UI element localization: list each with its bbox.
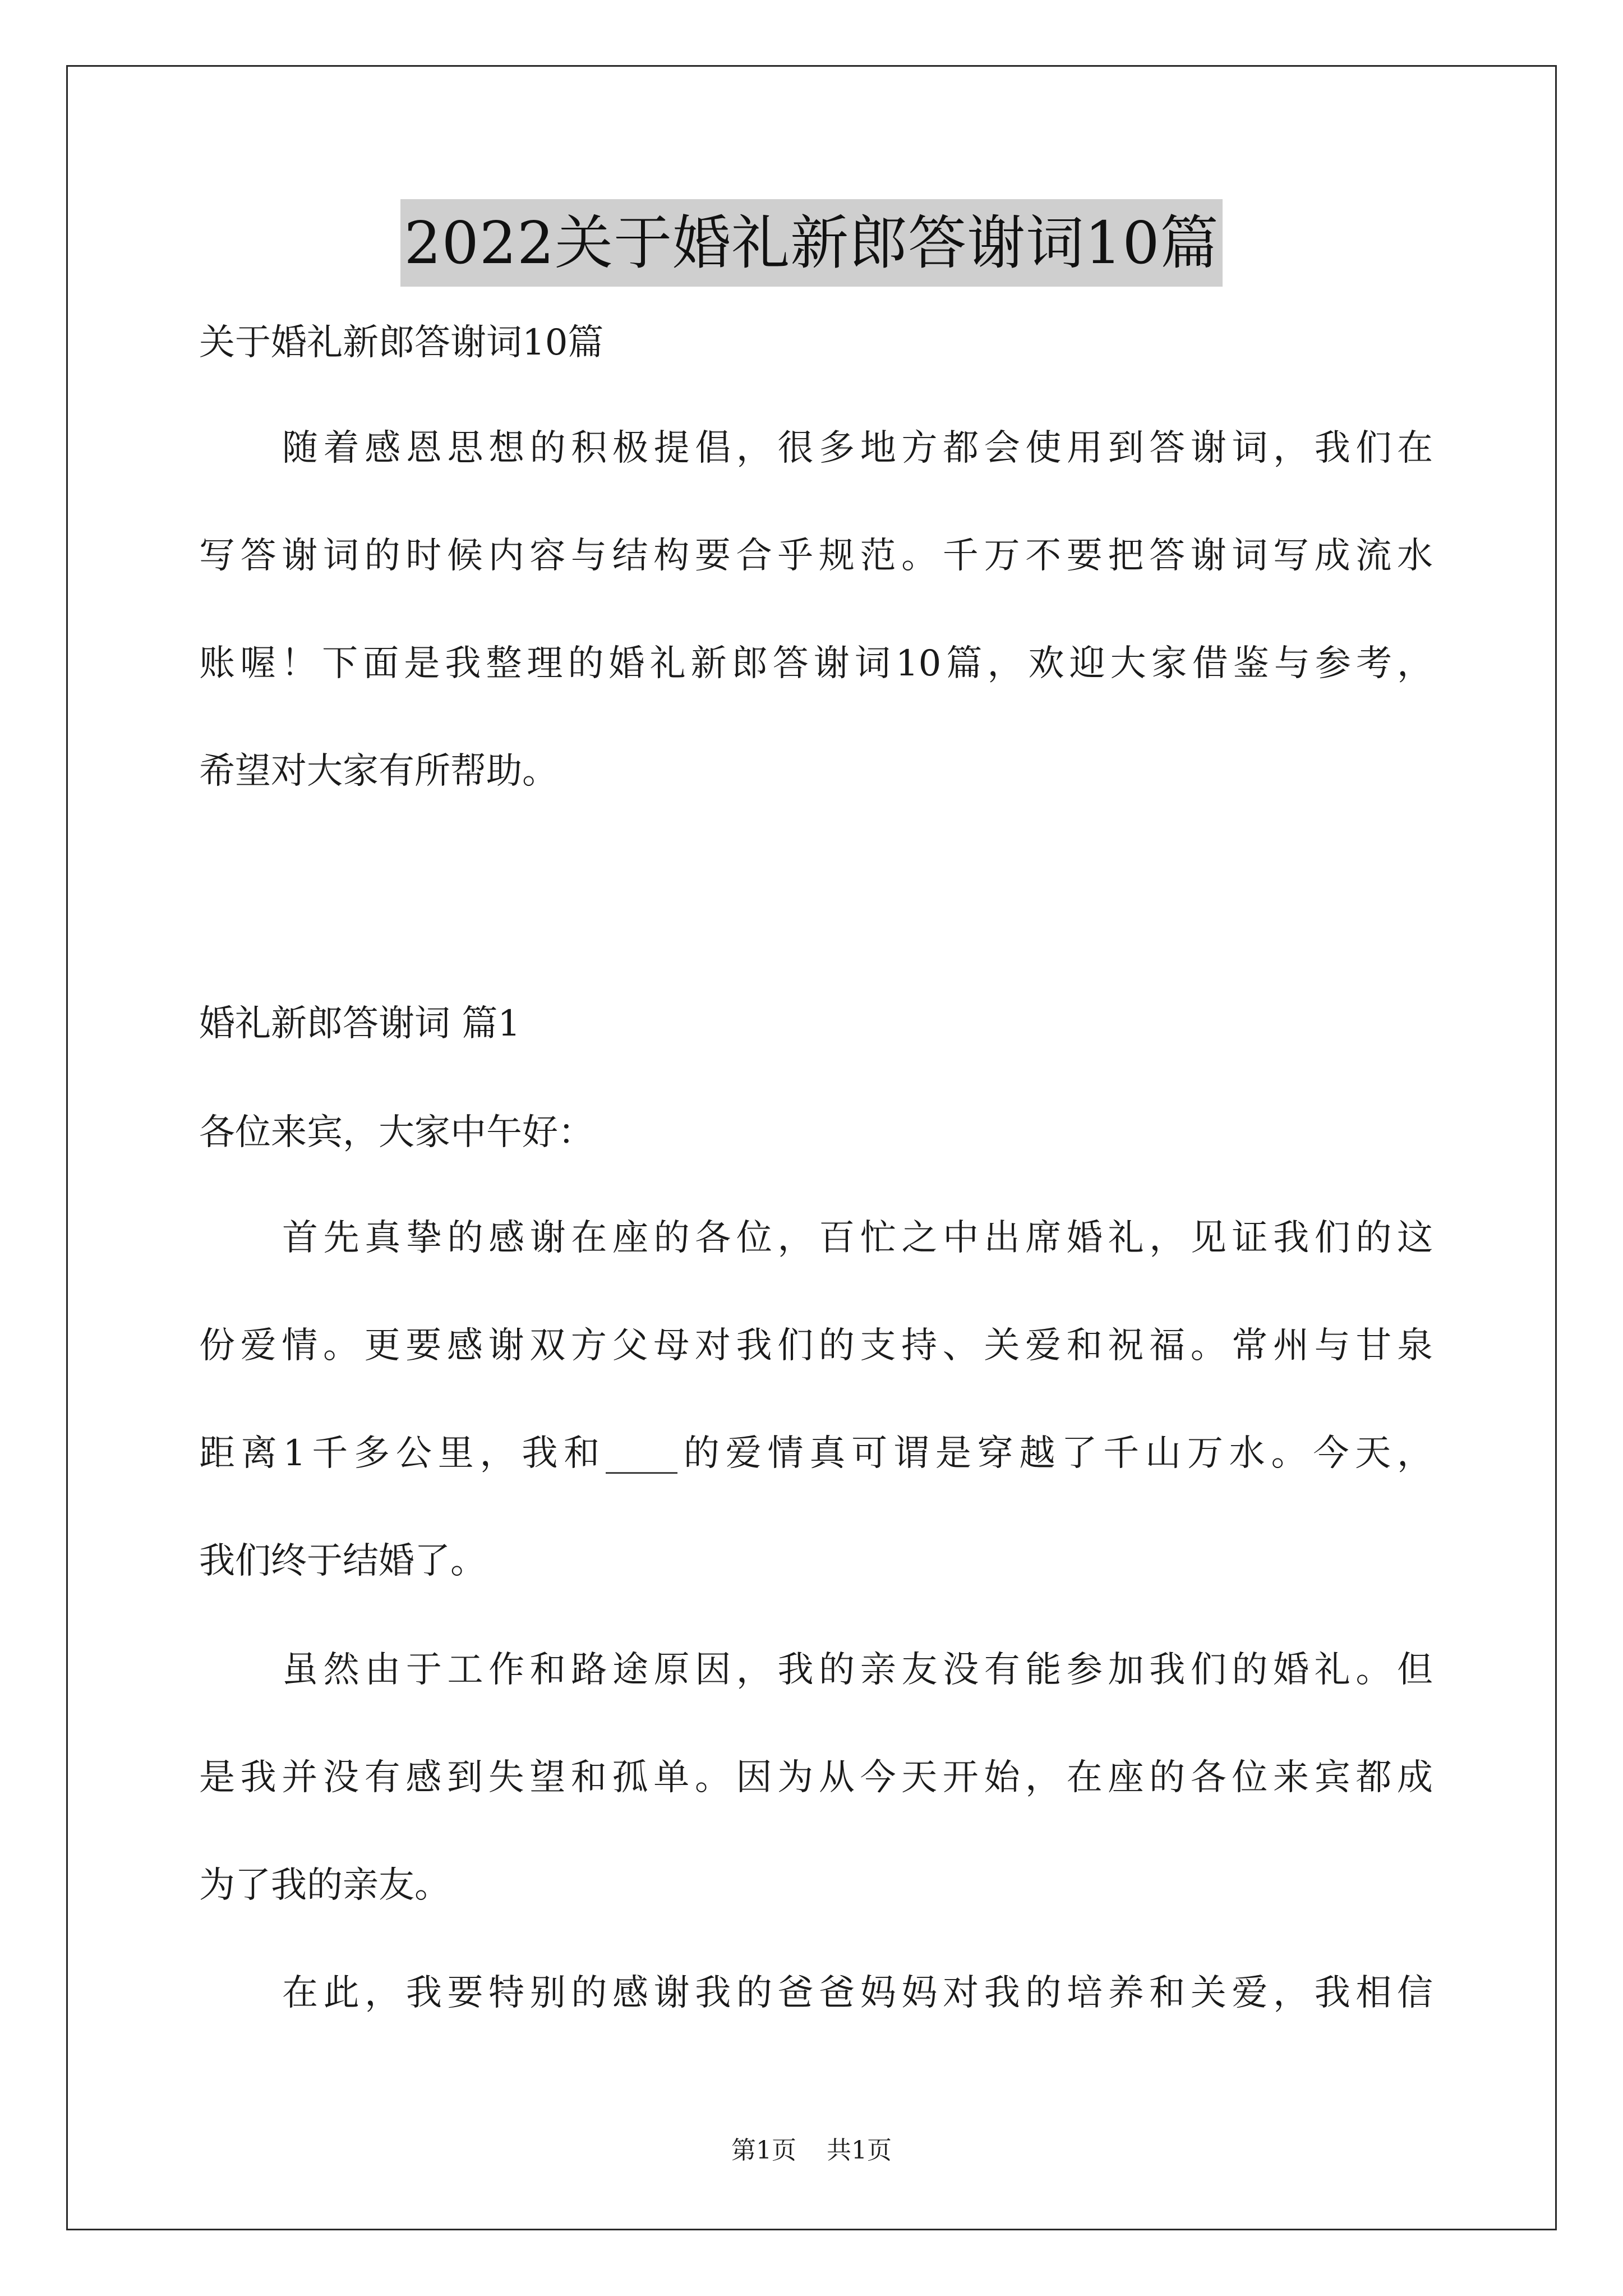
- paragraph-line: 虽然由于工作和路途原因，我的亲友没有能参加我们的婚礼。但: [282, 1649, 1433, 1691]
- paragraph-line: 距离1千多公里，我和____的爱情真可谓是穿越了千山万水。今天，: [199, 1433, 1433, 1474]
- intro-line: 希望对大家有所帮助。: [199, 751, 558, 792]
- title-container: [0, 199, 1623, 287]
- page-total: 共1页: [827, 2136, 892, 2165]
- document-subtitle: 关于婚礼新郎答谢词10篇: [199, 322, 604, 364]
- intro-line: 账喔！下面是我整理的婚礼新郎答谢词10篇，欢迎大家借鉴与参考，: [199, 643, 1433, 684]
- page-footer: [0, 2134, 1623, 2168]
- paragraph-line: 份爱情。更要感谢双方父母对我们的支持、关爱和祝福。常州与甘泉: [199, 1325, 1433, 1366]
- intro-line: 随着感恩思想的积极提倡，很多地方都会使用到答谢词，我们在: [282, 427, 1433, 469]
- paragraph-line: 我们终于结婚了。: [199, 1540, 486, 1582]
- paragraph-line: 为了我的亲友。: [199, 1865, 450, 1906]
- greeting-line: 各位来宾，大家中午好：: [199, 1112, 594, 1153]
- page-number: 第1页: [731, 2136, 796, 2165]
- document-title: 2022关于婚礼新郎答谢词10篇: [400, 199, 1222, 287]
- paragraph-line: 首先真挚的感谢在座的各位，百忙之中出席婚礼，见证我们的这: [282, 1217, 1433, 1259]
- paragraph-line: 是我并没有感到失望和孤单。因为从今天开始，在座的各位来宾都成: [199, 1757, 1433, 1798]
- section-heading: 婚礼新郎答谢词 篇1: [199, 1003, 521, 1045]
- paragraph-line: 在此，我要特别的感谢我的爸爸妈妈对我的培养和关爱，我相信: [282, 1972, 1433, 2014]
- intro-line: 写答谢词的时候内容与结构要合乎规范。千万不要把答谢词写成流水: [199, 535, 1433, 577]
